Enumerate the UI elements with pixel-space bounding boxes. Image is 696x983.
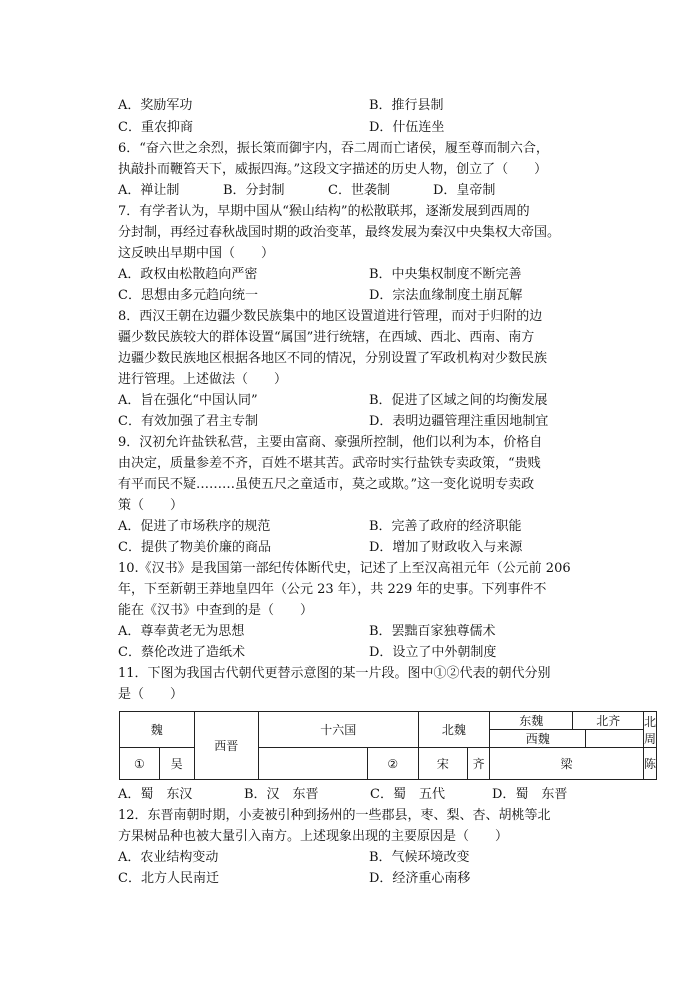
q9-stem-line-3: 有平而民不疑………虽使五尺之童适市，莫之或欺。”这一变化说明专卖政 bbox=[118, 477, 535, 492]
q12-option-c[interactable]: C．北方人民南迁 bbox=[118, 871, 219, 886]
cell-wu: 吴 bbox=[159, 748, 194, 780]
q7-stem-line-3: 这反映出早期中国（ ） bbox=[118, 246, 275, 261]
q10-stem-line-1: 10.《汉书》是我国第一部纪传体断代史，记述了上至汉高祖元年（公元前 206 bbox=[118, 561, 571, 576]
q10-option-d[interactable]: D．设立了中外朝制度 bbox=[369, 645, 497, 660]
q9-stem-line-1: 9．汉初允许盐铁私营，主要由富商、豪强所控制，他们以利为本，价格自 bbox=[118, 435, 543, 450]
q12-option-d[interactable]: D．经济重心南移 bbox=[369, 871, 471, 886]
cell-xiwei: 西魏 bbox=[490, 730, 586, 748]
q7-stem-line-1: 7．有学者认为，早期中国从“猴山结构”的松散联邦，逐渐发展到西周的 bbox=[118, 204, 530, 219]
q6-option-b[interactable]: B．分封制 bbox=[223, 183, 285, 198]
q5-option-d[interactable]: D．什伍连坐 bbox=[369, 120, 445, 135]
q6-stem-line-2: 执敲扑而鞭笞天下，威振四海。”这段文字描述的历史人物，创立了（ ） bbox=[118, 162, 548, 177]
cell-sixteen-kingdoms: 十六国 bbox=[259, 712, 419, 748]
q5-option-c[interactable]: C．重农抑商 bbox=[118, 120, 193, 135]
q5-option-a[interactable]: A．奖励军功 bbox=[118, 98, 193, 113]
q11-option-a[interactable]: A．蜀 东汉 bbox=[118, 787, 193, 802]
cell-beiwei: 北魏 bbox=[418, 712, 490, 748]
q6-stem-line-1: 6．“奋六世之余烈，振长策而御宇内，吞二周而亡诸侯，履至尊而制六合， bbox=[118, 141, 549, 156]
cell-song: 宋 bbox=[418, 748, 468, 780]
q7-option-a[interactable]: A．政权由松散趋向严密 bbox=[118, 267, 258, 282]
q7-option-b[interactable]: B．中央集权制度不断完善 bbox=[369, 267, 522, 282]
q12-stem-line-1: 12．东晋南朝时期，小麦被引种到扬州的一些郡县，枣、梨、杏、胡桃等北 bbox=[118, 808, 551, 823]
q9-option-b[interactable]: B．完善了政府的经济职能 bbox=[369, 519, 522, 534]
q10-option-b[interactable]: B．罢黜百家独尊儒术 bbox=[369, 624, 496, 639]
q6-option-d[interactable]: D．皇帝制 bbox=[433, 183, 496, 198]
q8-stem-line-4: 进行管理。上述做法（ ） bbox=[118, 372, 288, 387]
cell-gap bbox=[586, 730, 644, 748]
q7-option-d[interactable]: D．宗法血缘制度土崩瓦解 bbox=[369, 288, 523, 303]
q12-option-b[interactable]: B．气候环境改变 bbox=[369, 850, 470, 865]
q12-stem-line-2: 方果树品种也被大量引入南方。上述现象出现的主要原因是（ ） bbox=[118, 829, 509, 844]
q9-stem-line-2: 由决定，质量参差不齐，百姓不堪其苦。武帝时实行盐铁专卖政策，“贵贱 bbox=[118, 456, 541, 471]
q8-stem-line-1: 8．西汉王朝在边疆少数民族集中的地区设置道进行管理，而对于归附的边 bbox=[118, 309, 543, 324]
cell-xijin: 西晋 bbox=[194, 712, 259, 780]
q9-option-c[interactable]: C．提供了物美价廉的商品 bbox=[118, 540, 271, 555]
q8-stem-line-3: 边疆少数民族地区根据各地区不同的情况，分别设置了军政机构对少数民族 bbox=[118, 351, 548, 366]
cell-dongwei: 东魏 bbox=[490, 712, 573, 730]
q8-option-a[interactable]: A．旨在强化“中国认同” bbox=[118, 393, 258, 408]
q10-stem-line-3: 能在《汉书》中查到的是（ ） bbox=[118, 603, 314, 618]
cell-marker-one: ① bbox=[120, 748, 160, 780]
cell-liang: 梁 bbox=[490, 748, 644, 780]
q10-stem-line-2: 年，下至新朝王莽地皇四年（公元 23 年），共 229 年的史事。下列事件不 bbox=[118, 582, 547, 597]
cell-beiqi: 北齐 bbox=[573, 712, 644, 730]
q8-option-b[interactable]: B．促进了区域之间的均衡发展 bbox=[369, 393, 548, 408]
q10-option-c[interactable]: C．蔡伦改进了造纸术 bbox=[118, 645, 245, 660]
q11-option-b[interactable]: B．汉 东晋 bbox=[244, 787, 319, 802]
q9-option-a[interactable]: A．促进了市场秩序的规范 bbox=[118, 519, 271, 534]
q11-option-c[interactable]: C．蜀 五代 bbox=[370, 787, 445, 802]
q6-option-c[interactable]: C．世袭制 bbox=[328, 183, 390, 198]
cell-blank-lower bbox=[259, 748, 368, 780]
q5-option-b[interactable]: B．推行县制 bbox=[369, 98, 444, 113]
q8-option-c[interactable]: C．有效加强了君主专制 bbox=[118, 414, 258, 429]
cell-marker-two: ② bbox=[367, 748, 418, 780]
q11-option-d[interactable]: D．蜀 东晋 bbox=[492, 787, 568, 802]
q10-option-a[interactable]: A．尊奉黄老无为思想 bbox=[118, 624, 245, 639]
cell-chen: 陈 bbox=[643, 748, 656, 780]
q12-option-a[interactable]: A．农业结构变动 bbox=[118, 850, 219, 865]
q11-stem-line-2: 是（ ） bbox=[118, 687, 184, 702]
q7-option-c[interactable]: C．思想由多元趋向统一 bbox=[118, 288, 258, 303]
q6-option-a[interactable]: A．禅让制 bbox=[118, 183, 180, 198]
q8-stem-line-2: 疆少数民族较大的群体设置“属国”进行统辖，在西域、西北、西南、南方 bbox=[118, 330, 535, 345]
cell-qi: 齐 bbox=[468, 748, 490, 780]
q9-stem-line-4: 策（ ） bbox=[118, 498, 184, 513]
dynasty-timeline-table bbox=[119, 711, 657, 780]
q9-option-d[interactable]: D．增加了财政收入与来源 bbox=[369, 540, 523, 555]
q11-stem-line-1: 11．下图为我国古代朝代更替示意图的某一片段。图中①②代表的朝代分别 bbox=[118, 666, 551, 681]
cell-beizhou: 北周 bbox=[643, 712, 656, 748]
q8-option-d[interactable]: D．表明边疆管理注重因地制宜 bbox=[369, 414, 549, 429]
q7-stem-line-2: 分封制，再经过春秋战国时期的政治变革，最终发展为秦汉中央集权大帝国。 bbox=[118, 225, 561, 240]
cell-wei: 魏 bbox=[120, 712, 195, 748]
